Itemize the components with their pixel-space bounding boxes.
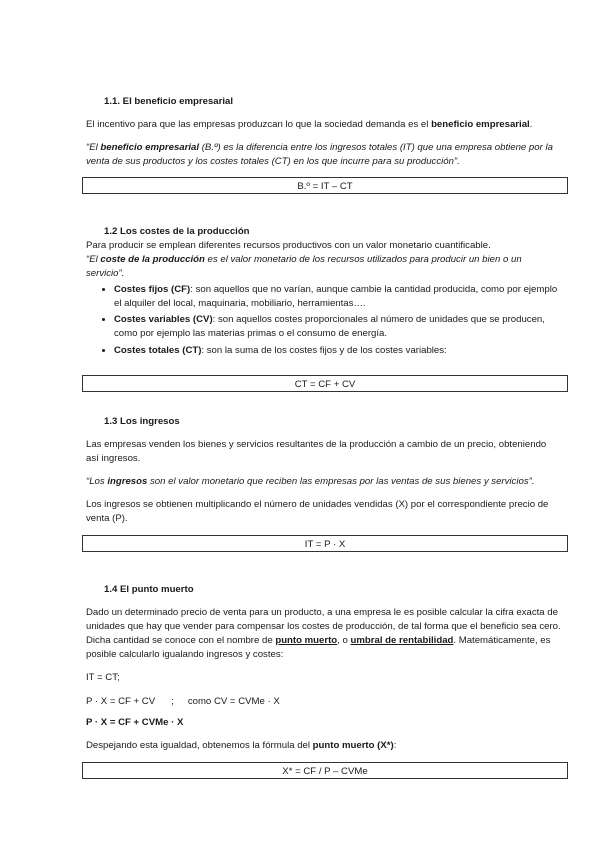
bold-equation: P · X = CF + CVMe · X xyxy=(86,717,184,728)
paragraph xyxy=(86,739,561,753)
text: Los ingresos se obtienen multiplicando el número de unidades vendidas (X) por el correspondiente precio de venta (P). xyxy=(86,499,549,524)
text: “El xyxy=(86,142,101,153)
section-costes xyxy=(86,225,561,361)
equation xyxy=(86,671,561,685)
formula-box: CT = CF + CV xyxy=(82,375,568,392)
section-heading: 1.4 El punto muerto xyxy=(104,584,194,595)
section-heading: 1.2 Los costes de la producción xyxy=(104,226,250,237)
paragraph xyxy=(86,498,561,526)
definition-quote xyxy=(86,475,561,489)
formula-box: X* = CF / P – CVMe xyxy=(82,762,568,779)
text: como CV = CVMe · X xyxy=(187,696,280,707)
section-punto-muerto xyxy=(86,583,561,597)
text: . Matemáticamente, es posible calcularlo igualando ingresos y costes: xyxy=(86,634,551,660)
bullet-list xyxy=(86,283,561,359)
list-item xyxy=(114,283,561,311)
bold-term: ingresos xyxy=(107,476,148,487)
bold-term: beneficio empresarial xyxy=(431,119,530,130)
section-beneficio xyxy=(86,95,561,109)
text: IT = CT; xyxy=(86,672,120,683)
text: (B.º) es la diferencia entre los ingresos totales (IT) que una empresa obtiene por la venta de sus productos y los costes totales (CT) en los que incurre para su producción”. xyxy=(86,142,553,167)
bold-term: Costes fijos (CF) xyxy=(114,283,191,295)
text: “El xyxy=(86,253,101,265)
text: ; xyxy=(171,696,174,707)
bold-term: Costes totales (CT) xyxy=(114,345,202,357)
text: “Los xyxy=(86,476,108,487)
text: : son la suma de los costes fijos y de los costes variables: xyxy=(201,345,447,357)
bold-term: punto muerto (X*) xyxy=(312,740,394,751)
text: , o xyxy=(337,634,351,646)
definition-quote xyxy=(86,253,561,281)
underlined-term: punto muerto xyxy=(275,634,338,646)
section-heading: 1.3 Los ingresos xyxy=(104,416,180,427)
list-item xyxy=(114,313,561,341)
text: : son aquellos costes proporcionales al número de unidades que se producen, como por ejemplo las materias primas o el consumo de energía. xyxy=(114,314,545,340)
text: P · X = CF + CV xyxy=(86,696,156,707)
paragraph xyxy=(86,438,561,466)
text: Las empresas venden los bienes y servicios resultantes de la producción a cambio de un precio, obteniendo así ingresos. xyxy=(86,439,547,464)
text: Dado un determinado precio de venta para un producto, a una empresa le es posible calcular la cifra exacta de unidades que hay que vender para compensar los costes de producción, de tal forma que el beneficio sea cero. Dicha cantidad se conoce con el nombre de xyxy=(86,607,561,646)
text: . xyxy=(529,119,533,130)
formula-box: IT = P · X xyxy=(82,535,568,552)
text: es el valor monetario de los recursos utilizados para producir un bien o un servicio”. xyxy=(86,253,522,279)
equation xyxy=(86,695,561,709)
paragraph: Para producir se emplean diferentes recursos productivos con un valor monetario cuantificable. xyxy=(86,239,491,251)
section-ingresos xyxy=(86,415,561,429)
text: : son aquellos que no varían, aunque cambie la cantidad producida, como por ejemplo el alquiler del local, maquinaria, mobiliario, herramientas…. xyxy=(114,283,558,309)
paragraph xyxy=(86,118,561,132)
paragraph xyxy=(86,606,561,662)
definition-quote xyxy=(86,141,561,169)
equation xyxy=(86,716,561,730)
text: son el valor monetario que reciben las empresas por las ventas de sus bienes y servicios”. xyxy=(147,476,535,487)
text: Despejando esta igualdad, obtenemos la fórmula del xyxy=(86,740,313,751)
formula-box: B.º = IT – CT xyxy=(82,177,568,194)
bold-term: coste de la producción xyxy=(100,253,205,265)
section-heading: 1.1. El beneficio empresarial xyxy=(104,96,234,107)
bold-term: beneficio empresarial xyxy=(100,142,200,153)
list-item xyxy=(114,344,561,358)
text: : xyxy=(393,740,397,751)
text: El incentivo para que las empresas produzcan lo que la sociedad demanda es el xyxy=(86,119,432,130)
bold-term: Costes variables (CV) xyxy=(114,314,213,326)
underlined-term: umbral de rentabilidad xyxy=(350,634,454,646)
